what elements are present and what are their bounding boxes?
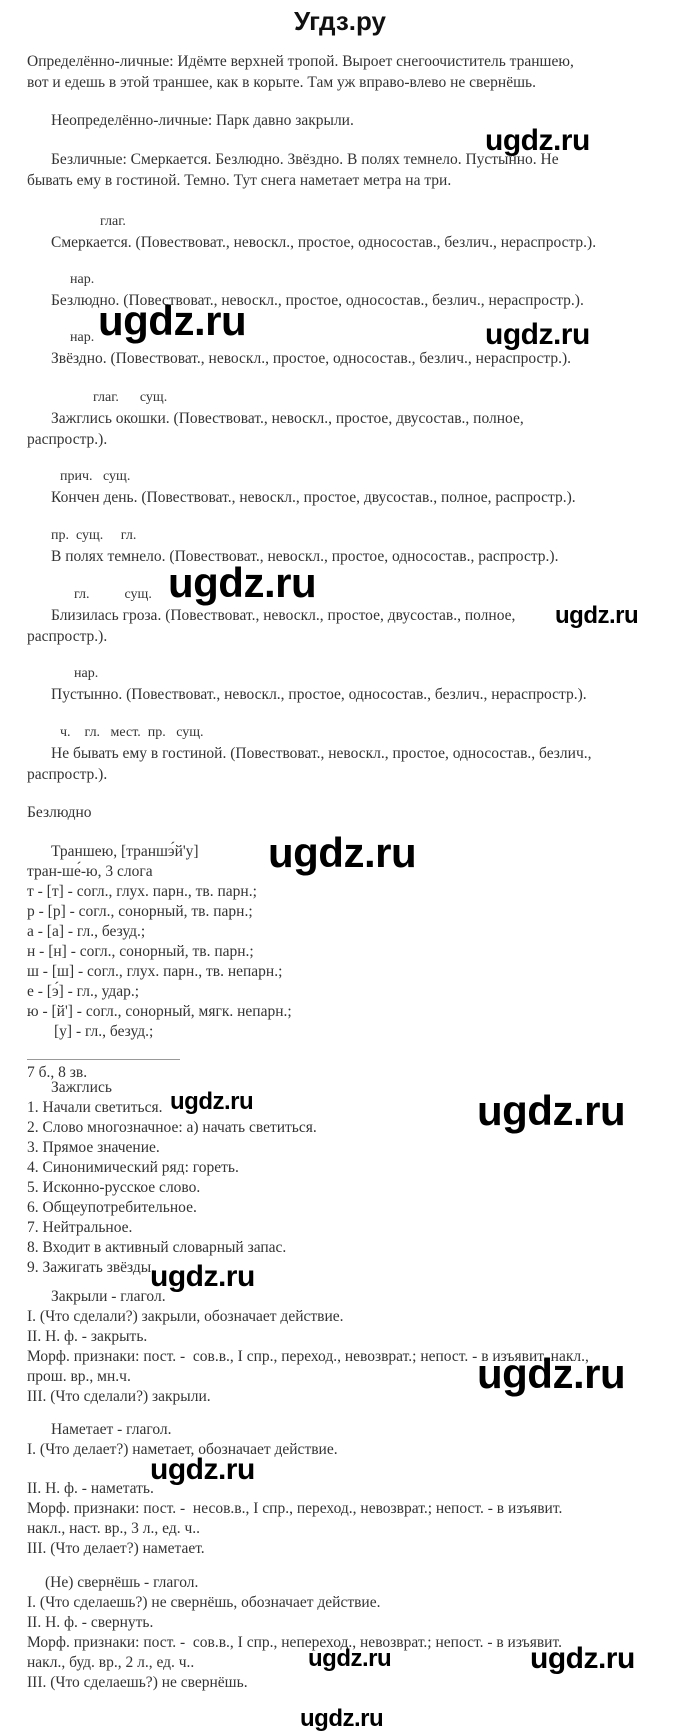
lexical-item: 8. Входит в активный словарный запас. [27, 1239, 287, 1256]
pos-labels: гл. сущ. [74, 587, 152, 602]
sentence-analysis: В полях темнело. (Повествоват., невоскл., простое, односостав., распростр.). [51, 548, 559, 565]
lexical-item: 5. Исконно-русское слово. [27, 1179, 201, 1196]
morph-line: прош. вр., мн.ч. [27, 1368, 131, 1385]
pos-labels: нар. [74, 666, 99, 681]
morph-line: накл., наст. вр., 3 л., ед. ч.. [27, 1520, 201, 1537]
morph-line: II. Н. ф. - свернуть. [27, 1614, 154, 1631]
sentence-analysis: Безлюдно. (Повествоват., невоскл., простое, односостав., безлич., нераспростр.). [51, 292, 584, 309]
morph-line: III. (Что сделали?) закрыли. [27, 1388, 211, 1405]
morph-line: накл., буд. вр., 2 л., ед. ч.. [27, 1654, 195, 1671]
lexical-item: 6. Общеупотребительное. [27, 1199, 197, 1216]
lexical-heading: Зажглись [51, 1079, 112, 1096]
divider-line [27, 1059, 180, 1060]
pos-labels: глаг. [100, 214, 126, 229]
sentence-analysis-cont: распростр.). [27, 766, 108, 783]
definite-personal-line-cont: вот и едешь в этой траншее, как в корыте. Там уж вправо-влево не свернёшь. [27, 74, 536, 91]
phonetic-row: а - [а] - гл., безуд.; [27, 923, 146, 940]
impersonal-line: Безличные: Смеркается. Безлюдно. Звёздно. В полях темнело. Пустынно. Не [51, 151, 559, 168]
phonetic-row: н - [н] - согл., сонорный, тв. парн.; [27, 943, 254, 960]
watermark: ugdz.ru [530, 1642, 635, 1675]
watermark: ugdz.ru [300, 1705, 384, 1732]
pos-labels: ч. гл. мест. пр. сущ. [60, 725, 204, 740]
phonetic-total: 7 б., 8 зв. [27, 1064, 88, 1081]
phonetic-row: ю - [й'] - согл., сонорный, мягк. непарн.; [27, 1003, 292, 1020]
morph-line: I. (Что сделали?) закрыли, обозначает действие. [27, 1308, 344, 1325]
sentence-analysis: Не бывать ему в гостиной. (Повествоват., невоскл., простое, односостав., безлич., [51, 745, 592, 762]
watermark: ugdz.ru [150, 1260, 255, 1293]
sentence-analysis: Смеркается. (Повествоват., невоскл., простое, односостав., безлич., нераспростр.). [51, 234, 597, 251]
morph-line: II. Н. ф. - наметать. [27, 1480, 154, 1497]
lexical-item: 2. Слово многозначное: а) начать светиться. [27, 1119, 317, 1136]
sentence-analysis-cont: распростр.). [27, 431, 108, 448]
lexical-item: 3. Прямое значение. [27, 1139, 160, 1156]
watermark: ugdz.ru [477, 1087, 626, 1134]
word-note: Безлюдно [27, 804, 92, 821]
morph-line: Морф. признаки: пост. - несов.в., I спр., переход., невозврат.; непост. - в изъявит. [27, 1500, 563, 1517]
watermark: ugdz.ru [308, 1645, 392, 1672]
impersonal-line-cont: бывать ему в гостиной. Темно. Тут снега наметает метра на три. [27, 172, 452, 189]
phonetic-row: е - [э́] - гл., удар.; [27, 983, 140, 1000]
lexical-item: 9. Зажигать звёзды. [27, 1259, 156, 1276]
watermark: ugdz.ru [168, 559, 317, 606]
morph-line: I. (Что сделаешь?) не свернёшь, обозначает действие. [27, 1594, 381, 1611]
morph-line: Морф. признаки: пост. - сов.в., I спр., переход., невозврат.; непост. - в изъявит. накл., [27, 1348, 589, 1365]
pos-labels: нар. [70, 330, 95, 345]
phonetic-row: ш - [ш] - согл., глух. парн., тв. непарн.; [27, 963, 283, 980]
morph-heading: (Не) свернёшь - глагол. [45, 1574, 199, 1591]
phonetic-row: р - [р] - согл., сонорный, тв. парн.; [27, 903, 253, 920]
morph-line: III. (Что сделаешь?) не свернёшь. [27, 1674, 248, 1691]
lexical-item: 4. Синонимический ряд: гореть. [27, 1159, 239, 1176]
page-title: Угдз.ру [294, 6, 386, 36]
watermark: ugdz.ru [485, 124, 590, 157]
morph-heading: Наметает - глагол. [51, 1421, 172, 1438]
sentence-analysis: Пустынно. (Повествоват., невоскл., простое, односостав., безлич., нераспростр.). [51, 686, 587, 703]
morph-line: III. (Что делает?) наметает. [27, 1540, 205, 1557]
pos-labels: нар. [70, 272, 95, 287]
phonetic-syllables: тран-ше́-ю, 3 слога [27, 863, 153, 880]
watermark: ugdz.ru [170, 1088, 254, 1115]
sentence-analysis: Близилась гроза. (Повествоват., невоскл., простое, двусостав., полное, [51, 607, 516, 624]
sentence-analysis: Зажглись окошки. (Повествоват., невоскл., простое, двусостав., полное, [51, 410, 524, 427]
pos-labels: глаг. сущ. [93, 390, 168, 405]
morph-line: Морф. признаки: пост. - сов.в., I спр., непереход., невозврат.; непост. - в изъявит. [27, 1634, 562, 1651]
indefinite-personal-line: Неопределённо-личные: Парк давно закрыли. [51, 112, 354, 129]
watermark: ugdz.ru [477, 1350, 626, 1397]
phonetic-row: т - [т] - согл., глух. парн., тв. парн.; [27, 883, 257, 900]
phonetic-row: [у] - гл., безуд.; [54, 1023, 154, 1040]
lexical-item: 7. Нейтральное. [27, 1219, 133, 1236]
sentence-analysis-cont: распростр.). [27, 628, 108, 645]
phonetic-heading: Траншею, [траншэ́й'у] [51, 843, 199, 860]
morph-line: I. (Что делает?) наметает, обозначает действие. [27, 1441, 338, 1458]
watermark: ugdz.ru [555, 602, 639, 629]
watermark: ugdz.ru [485, 318, 590, 351]
morph-line: II. Н. ф. - закрыть. [27, 1328, 148, 1345]
lexical-item: 1. Начали светиться. [27, 1099, 163, 1116]
watermark: ugdz.ru [98, 297, 247, 344]
pos-labels: прич. сущ. [60, 469, 131, 484]
definite-personal-line: Определённо-личные: Идёмте верхней тропой. Выроет снегоочиститель траншею, [27, 53, 574, 70]
watermark: ugdz.ru [150, 1453, 255, 1486]
sentence-analysis: Кончен день. (Повествоват., невоскл., простое, двусостав., полное, распростр.). [51, 489, 576, 506]
morph-heading: Закрыли - глагол. [51, 1288, 166, 1305]
watermark: ugdz.ru [268, 829, 417, 876]
sentence-analysis: Звёздно. (Повествоват., невоскл., простое, односостав., безлич., нераспростр.). [51, 350, 572, 367]
pos-labels: пр. сущ. гл. [51, 528, 137, 543]
